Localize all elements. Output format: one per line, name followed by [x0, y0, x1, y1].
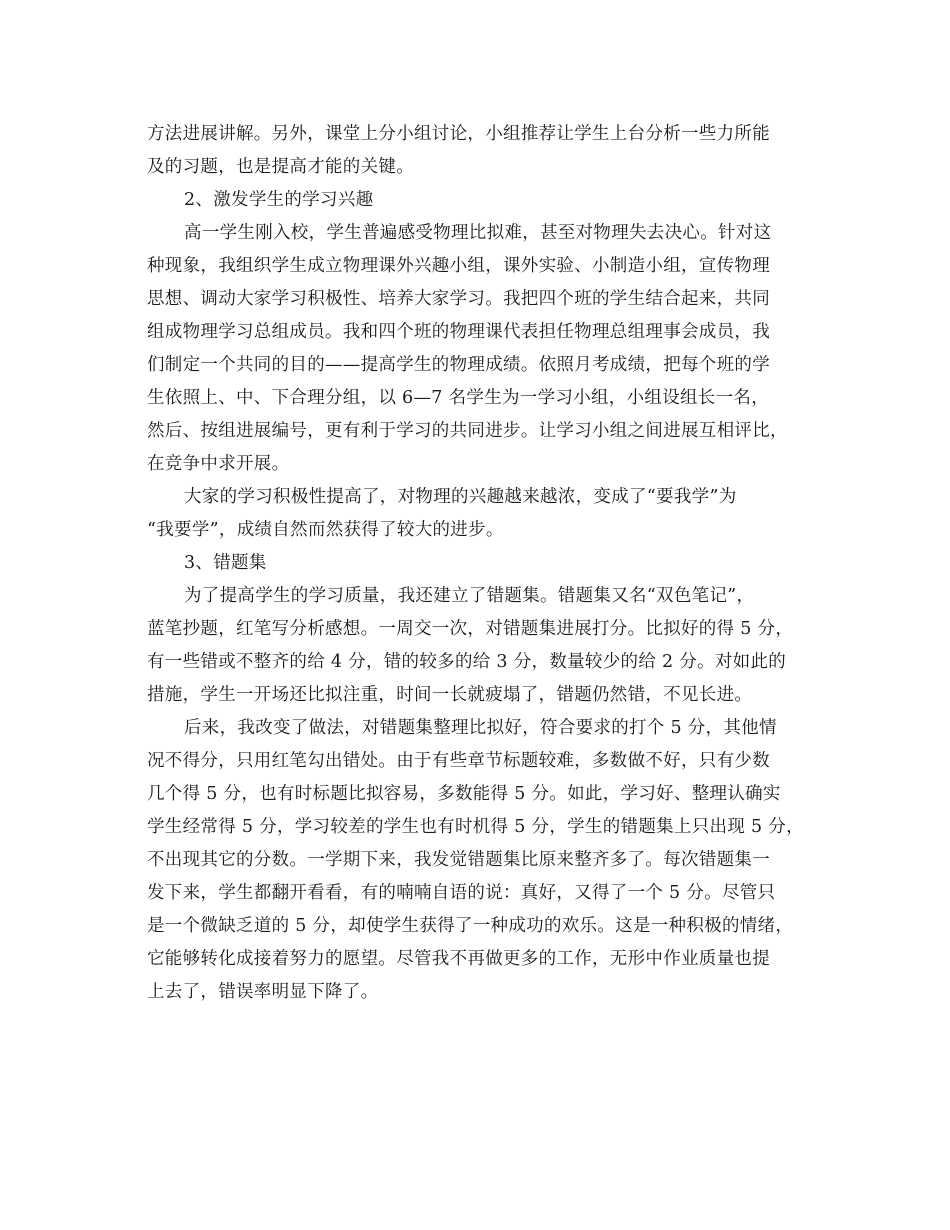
text-line: 是一个微缺乏道的 5 分，却使学生获得了一种成功的欢乐。这是一种积极的情绪， — [147, 916, 794, 936]
text-line: “我要学”，成绩自然而然获得了较大的进步。 — [147, 520, 504, 540]
text-line: 有一些错或不整齐的给 4 分，错的较多的给 3 分，数量较少的给 2 分。对如此的 — [147, 652, 787, 672]
text-line: 高一学生刚入校，学生普遍感受物理比拟难，甚至对物理失去决心。针对这 — [184, 223, 772, 243]
text-line: 几个得 5 分，也有时标题比拟容易，多数能得 5 分。如此，学习好、整理认确实 — [147, 784, 781, 804]
text-line: 大家的学习积极性提高了，对物理的兴趣越来越浓，变成了“要我学”为 — [184, 487, 737, 507]
text-line: 为了提高学生的学习质量，我还建立了错题集。错题集又名“双色笔记”， — [184, 586, 755, 606]
text-line: 方法进展讲解。另外，课堂上分小组讨论，小组推荐让学生上台分析一些力所能 — [147, 124, 770, 144]
text-line: 上去了，错误率明显下降了。 — [147, 982, 379, 1002]
text-line: 组成物理学习总组成员。我和四个班的物理课代表担任物理总组理事会成员，我 — [147, 322, 770, 342]
text-line: 在竞争中求开展。 — [147, 454, 290, 474]
text-line: 种现象，我组织学生成立物理课外兴趣小组，课外实验、小制造小组，宣传物理 — [147, 256, 770, 276]
text-line: 生依照上、中、下合理分组，以 6—7 名学生为一学习小组，小组设组长一名， — [147, 388, 769, 408]
section-heading: 2、激发学生的学习兴趣 — [184, 190, 374, 210]
text-line: 不出现其它的分数。一学期下来，我发觉错题集比原来整齐多了。每次错题集一 — [147, 850, 770, 870]
text-line: 发下来，学生都翻开看看，有的喃喃自语的说：真好，又得了一个 5 分。尽管只 — [147, 883, 776, 903]
text-line: 学生经常得 5 分，学习较差的学生也有时机得 5 分，学生的错题集上只出现 5 分， — [147, 817, 804, 837]
text-line: 蓝笔抄题，红笔写分析感想。一周交一次，对错题集进展打分。比拟好的得 5 分， — [147, 619, 794, 639]
text-line: 然后、按组进展编号，更有利于学习的共同进步。让学习小组之间进展互相评比， — [147, 421, 788, 441]
text-line: 思想、调动大家学习积极性、培养大家学习。我把四个班的学生结合起来，共同 — [147, 289, 770, 309]
text-line: 况不得分，只用红笔勾出错处。由于有些章节标题较难，多数做不好，只有少数 — [147, 751, 770, 771]
text-line: 它能够转化成接着努力的愿望。尽管我不再做更多的工作，无形中作业质量也提 — [147, 949, 770, 969]
document-body — [147, 118, 807, 1009]
text-line: 们制定一个共同的目的——提高学生的物理成绩。依照月考成绩，把每个班的学 — [147, 355, 770, 375]
section-heading: 3、错题集 — [184, 553, 267, 573]
text-line: 后来，我改变了做法，对错题集整理比拟好，符合要求的打个 5 分，其他情 — [184, 718, 777, 738]
text-line: 措施，学生一开场还比拟注重，时间一长就疲塌了，错题仍然错，不见长进。 — [147, 685, 753, 705]
text-line: 及的习题，也是提高才能的关键。 — [147, 157, 414, 177]
